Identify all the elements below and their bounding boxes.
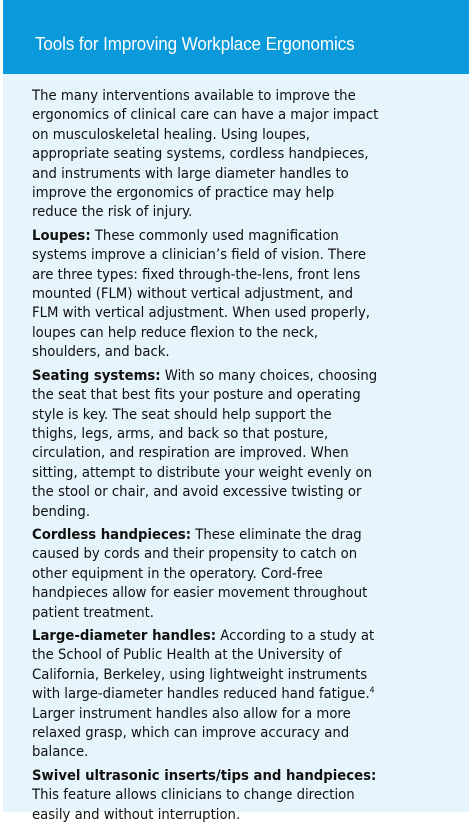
section-large-diameter-handles [32, 627, 380, 763]
text-large-diameter-handles-cont: Larger instrument handles also allow for a more relaxed grasp, which can improve accuracy and balance. [32, 705, 351, 761]
term-swivel-inserts: Swivel ultrasonic inserts/tips and handpieces: [32, 767, 377, 784]
term-loupes: Loupes: [32, 227, 91, 244]
intro-paragraph: The many interventions available to improve the ergonomics of clinical care can have a major impact on musculoskeletal healing. Using loupes, appropriate seating systems, cordless handpieces, and instruments with large diameter handles to improve the ergonomics of practice may help reduce the risk of injury. [32, 88, 379, 221]
sidebar-title: Tools for Improving Workplace Ergonomics [35, 33, 355, 54]
section-seating-systems [32, 367, 380, 522]
text-large-diameter-handles: According to a study at the School of Public Health at the University of California, Berkeley, using lightweight instruments with large-diameter handles reduced hand fatigue. [32, 627, 375, 703]
section-cordless-handpieces [32, 526, 380, 623]
text-cordless-handpieces: These eliminate the drag caused by cords and their propensity to catch on other equipment in the operatory. Cord-free handpieces allow for easier movement throughout patient treatment. [32, 526, 368, 621]
ergonomics-sidebar [3, 0, 469, 823]
term-cordless-handpieces: Cordless handpieces: [32, 526, 192, 543]
text-seating-systems: With so many choices, choosing the seat that best fits your posture and operating style is key. The seat should help support the thighs, legs, arms, and back so that posture, circulation, and respiration are improved. When sitting, attempt to distribute your weight evenly on the stool or chair, and avoid excessive twisting or bending. [32, 367, 378, 520]
text-swivel-inserts: This feature allows clinicians to change direction easily and without interruption. [32, 787, 355, 823]
section-loupes [32, 227, 380, 363]
sidebar-header [3, 0, 469, 74]
text-loupes: These commonly used magnification systems improve a clinician’s field of vision. There are three types: fixed through-the-lens, front lens mounted (FLM) without vertical adjustment, and FLM with vertical adjustment. When used properly, loupes can help reduce flexion to the neck, shoulders, and back. [32, 227, 370, 361]
term-large-diameter-handles: Large-diameter handles: [32, 627, 217, 644]
reference-superscript: 4 [369, 685, 375, 695]
term-seating-systems: Seating systems: [32, 367, 161, 384]
sidebar-body [32, 87, 380, 829]
section-swivel-inserts [32, 767, 380, 825]
